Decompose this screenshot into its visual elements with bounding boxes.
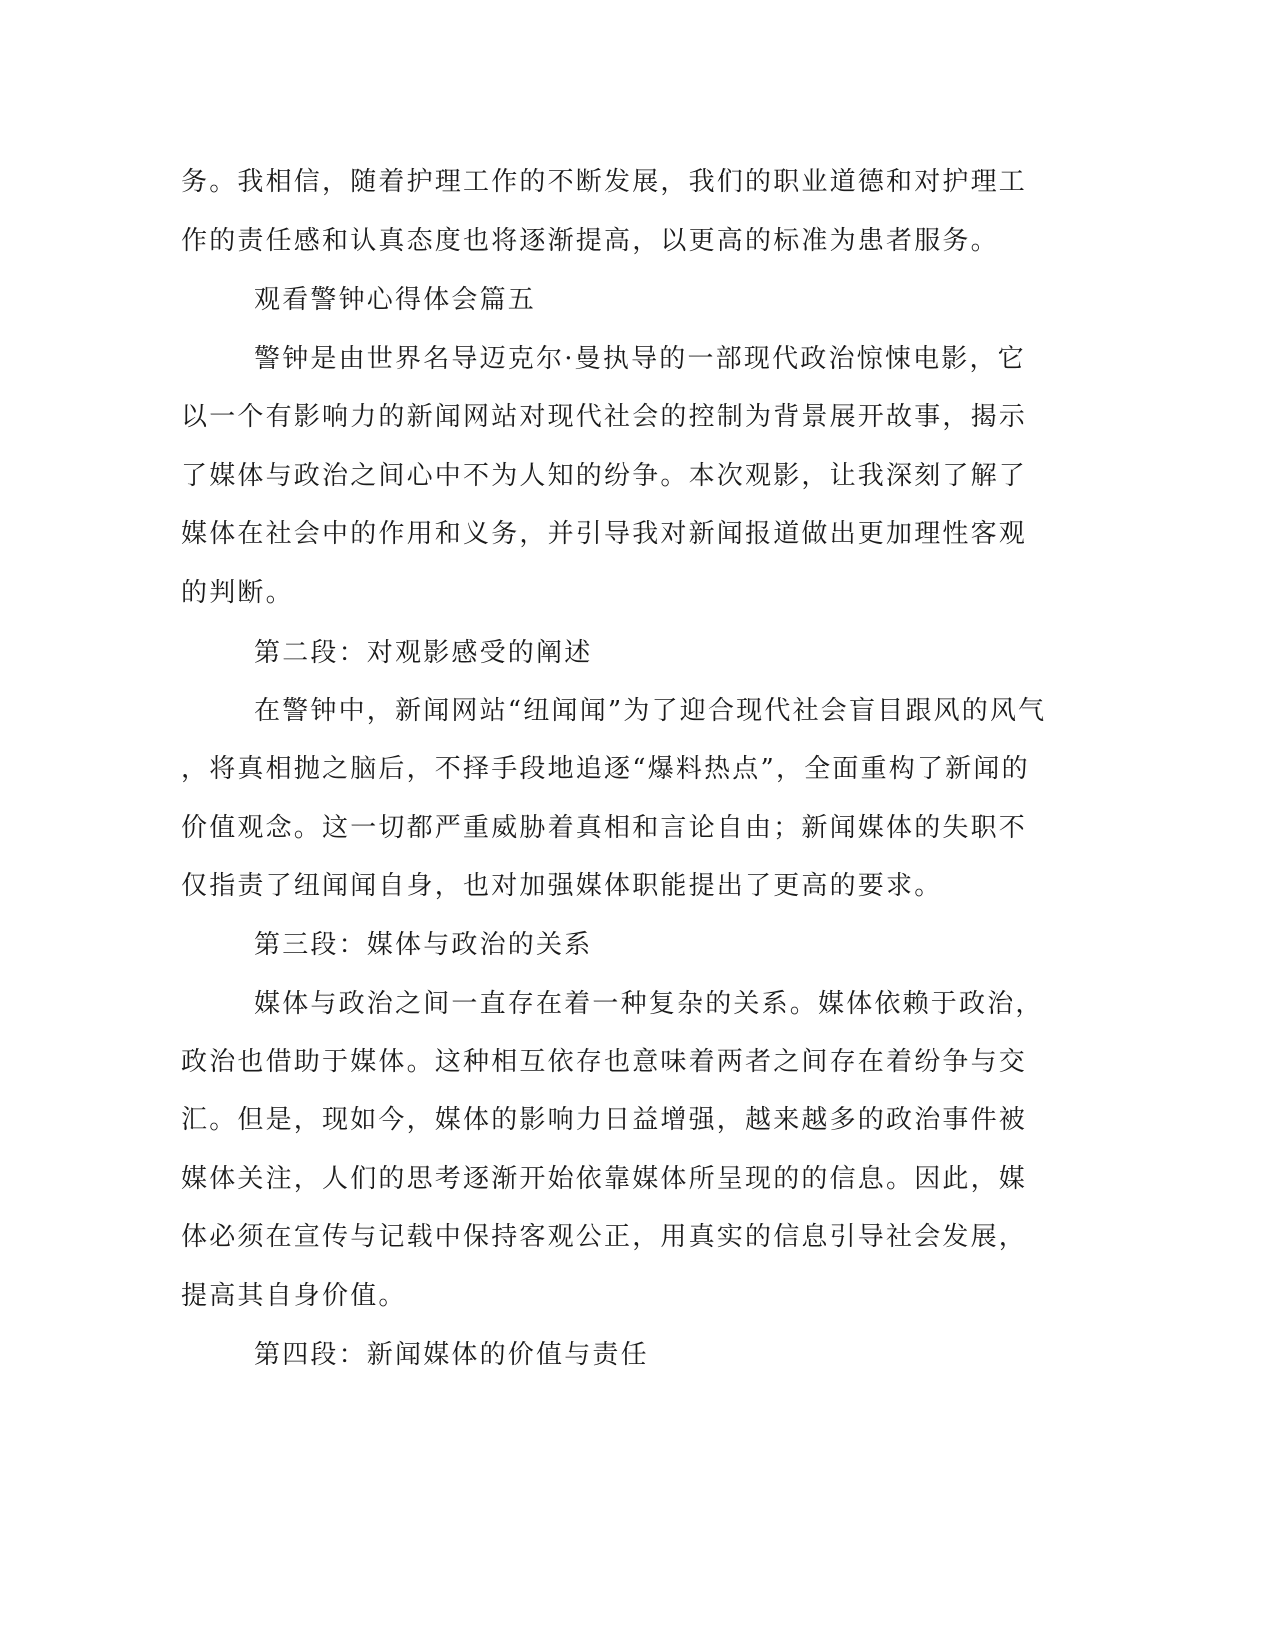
text-line: 汇。但是，现如今，媒体的影响力日益增强，越来越多的政治事件被 [181, 1105, 1028, 1135]
text-line: 的判断。 [181, 578, 294, 608]
section-heading: 第四段：新闻媒体的价值与责任 [254, 1340, 649, 1370]
text-line: 提高其自身价值。 [181, 1281, 407, 1311]
text-line: 媒体关注，人们的思考逐渐开始依靠媒体所呈现的的信息。因此，媒 [181, 1164, 1028, 1194]
text-line: 体必须在宣传与记载中保持客观公正，用真实的信息引导社会发展， [181, 1222, 1028, 1252]
text-line: 作的责任感和认真态度也将逐渐提高，以更高的标准为患者服务。 [181, 226, 999, 256]
text-line: 价值观念。这一切都严重威胁着真相和言论自由；新闻媒体的失职不 [181, 813, 1028, 843]
text-line: 了媒体与政治之间心中不为人知的纷争。本次观影，让我深刻了解了 [181, 461, 1028, 491]
text-line: 政治也借助于媒体。这种相互依存也意味着两者之间存在着纷争与交 [181, 1047, 1028, 1077]
section-heading: 第二段：对观影感受的阐述 [254, 638, 593, 668]
text-line: 警钟是由世界名导迈克尔·曼执导的一部现代政治惊悚电影，它 [254, 344, 1026, 374]
section-heading: 第三段：媒体与政治的关系 [254, 930, 593, 960]
text-line: ，将真相抛之脑后，不择手段地追逐“爆料热点”，全面重构了新闻的 [181, 754, 1030, 784]
text-line: 以一个有影响力的新闻网站对现代社会的控制为背景展开故事，揭示 [181, 402, 1028, 432]
section-heading: 观看警钟心得体会篇五 [254, 285, 537, 315]
text-line: 在警钟中，新闻网站“纽闻闻”为了迎合现代社会盲目跟风的风气 [254, 696, 1047, 726]
text-line: 媒体在社会中的作用和义务，并引导我对新闻报道做出更加理性客观 [181, 519, 1028, 549]
text-line: 媒体与政治之间一直存在着一种复杂的关系。媒体依赖于政治， [254, 989, 1044, 1019]
text-line: 仅指责了纽闻闻自身，也对加强媒体职能提出了更高的要求。 [181, 871, 943, 901]
text-line: 务。我相信，随着护理工作的不断发展，我们的职业道德和对护理工 [181, 167, 1028, 197]
